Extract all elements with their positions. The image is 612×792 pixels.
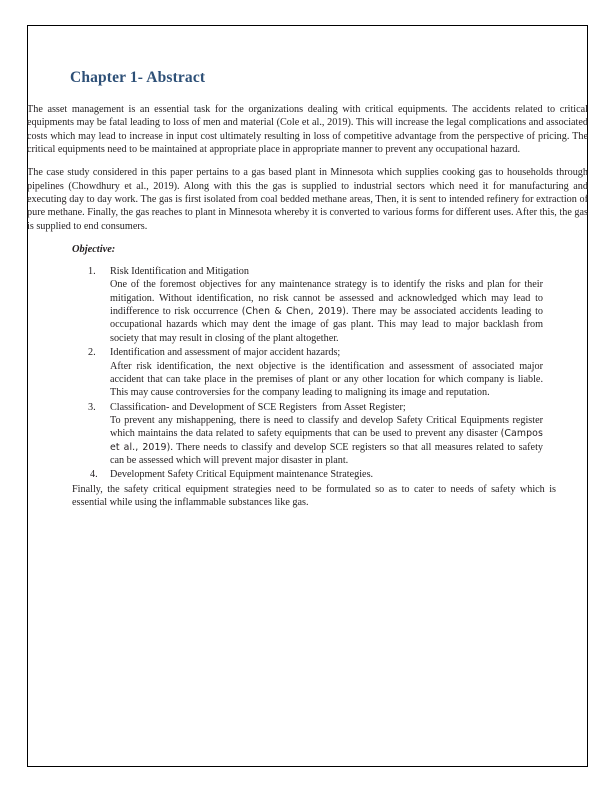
citation-chen-chen-2019: (Chen & Chen, 2019) xyxy=(241,306,347,318)
list-item-body xyxy=(110,414,543,467)
list-item xyxy=(27,265,588,345)
list-item-body-text-before: To prevent any mishappening, there is need to classify and develop Safety Critical Equipments register which maintains the data related to safety equipments that can be used to prevent any disaster xyxy=(110,414,543,440)
abstract-body xyxy=(27,103,588,509)
closing-paragraph: Finally, the safety critical equipment strategies need to be formulated so as to cater to needs of safety which is essential while using the inflammable substances like gas. xyxy=(72,483,556,508)
list-item-body-text-after: . There may be associated accidents leading to occupational hazards which may dent the image of gas plant. This may lead to major backlash from society that may result in closing of the plant altogether. xyxy=(110,306,543,344)
list-item-body xyxy=(110,360,543,400)
list-item-body-text-after: . There needs to classify and develop SCE registers so that all measures related to safety can be assessed which will prevent major disaster in plant. xyxy=(110,441,543,466)
page-title: Chapter 1- Abstract xyxy=(70,69,206,86)
list-item-title: Risk Identification and Mitigation xyxy=(110,266,249,278)
list-item-title: Classification- and Development of SCE Registers from Asset Register; xyxy=(110,401,406,413)
list-item-number: 1. xyxy=(88,266,96,278)
citation-campos-et-al-2019: (Campos et al., 2019) xyxy=(110,428,543,453)
abstract-paragraph-2: The case study considered in this paper pertains to a gas based plant in Minnesota which supplies cooking gas to households through pipelines (Chowdhury et al., 2019). Along with this the gas is supplied to industrial sectors which need it for manufacturing and executing day to day work. The gas is first isolated from coal bedded methane areas, Then, it is sent to intended refinery for extraction of pure methane. Finally, the gas reaches to plant in Minnesota whereby it is converted to various forms for different uses. After this, the gas is supplied to end consumers. xyxy=(27,167,588,232)
list-item-number: 3. xyxy=(88,401,96,413)
page-content xyxy=(27,25,588,767)
objective-list xyxy=(27,265,588,482)
list-item-number: 2. xyxy=(88,347,96,359)
list-item xyxy=(27,401,588,468)
list-item xyxy=(27,468,588,481)
list-item xyxy=(27,346,588,399)
objective-heading: Objective: xyxy=(72,244,116,256)
list-item-number: 4. xyxy=(90,469,98,481)
list-item-body xyxy=(110,278,543,345)
list-item-body-text-before: One of the foremost objectives for any maintenance strategy is to identify the risks and plan for their mitigation. Without identification, no risk cannot be assessed and acknowledged which may lead to indifference to risk occurrence xyxy=(110,279,543,318)
list-item-title: Development Safety Critical Equipment maintenance Strategies. xyxy=(110,469,374,481)
list-item-title: Identification and assessment of major accident hazards; xyxy=(110,347,341,359)
list-item-body-text-before: After risk identification, the next objective is the identification and assessment of associated major accident that can take place in the premises of plant or any other location for which company is liable. This may cause controversies for the company leading to maligning its image and reputation. xyxy=(110,360,543,399)
abstract-paragraph-1: The asset management is an essential task for the organizations dealing with critical equipments. The accidents related to critical equipments may be fatal leading to loss of men and material (Cole et al., 2019). This will increase the legal complications and associated costs which may lead to increase in input cost ultimately resulting in loss of competitive advantage from the perspective of pricing. The critical equipments need to be maintained at appropriate place in appropriate manner to prevent any occupational hazard. xyxy=(27,104,588,156)
